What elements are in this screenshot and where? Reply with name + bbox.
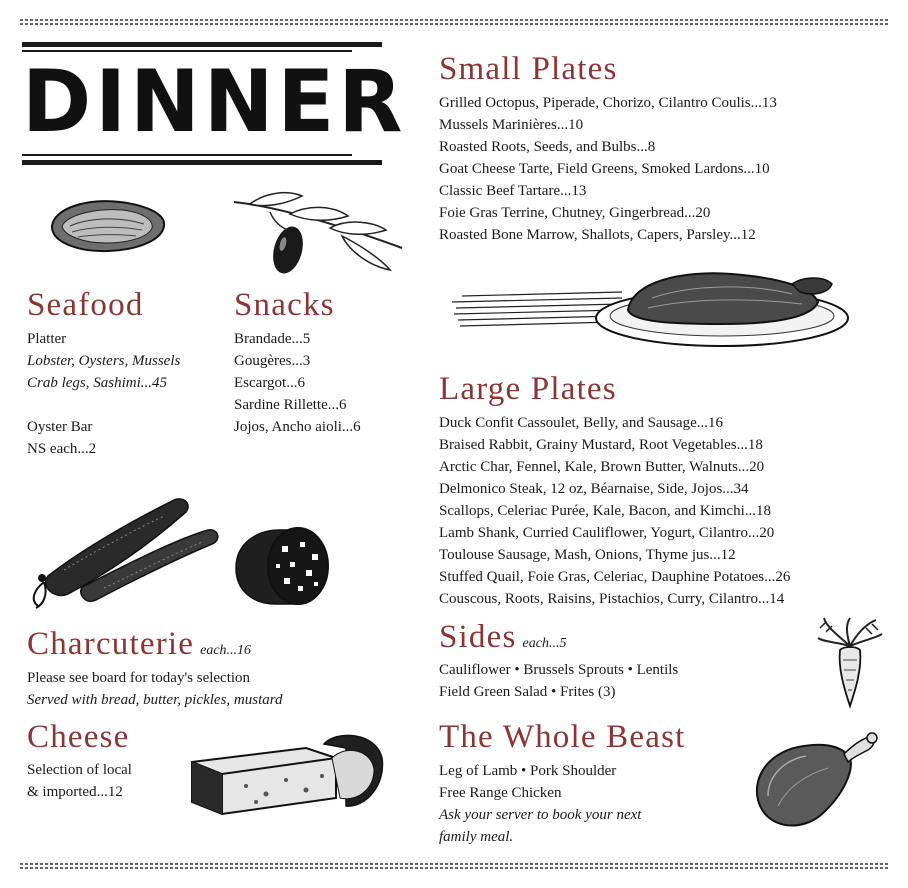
root-vegetable-illustration [816,616,886,714]
charcuterie-line: Please see board for today's selection [27,670,251,686]
large-plate-item: Delmonico Steak, 12 oz, Béarnaise, Side, Jojos...34 [439,481,749,497]
large-plate-item: Scallops, Celeriac Purée, Kale, Bacon, and Kimchi...18 [439,503,771,519]
sides-price-note: each...5 [522,636,567,651]
title-rule-top [22,42,382,47]
olive-branch-illustration [230,188,406,284]
sides-line: Cauliflower • Brussels Sprouts • Lentils [439,662,679,678]
small-plate-item: Roasted Bone Marrow, Shallots, Capers, Parsley...12 [439,227,756,243]
seafood-line: Lobster, Oysters, Mussels [27,353,181,369]
seafood-line: Platter [27,331,67,347]
oyster-illustration [48,196,170,258]
snack-item: Sardine Rillette...6 [234,397,347,413]
large-plate-item: Duck Confit Cassoulet, Belly, and Sausage...16 [439,415,723,431]
whole-beast-heading: The Whole Beast [439,719,686,755]
whole-beast-line: family meal. [439,829,514,845]
small-plate-item: Goat Cheese Tarte, Field Greens, Smoked Lardons...10 [439,161,770,177]
small-plates-list [439,92,777,246]
dinner-title-block [22,38,407,166]
seafood-list [27,328,180,460]
charcuterie-price-note: each...16 [200,643,252,658]
seafood-line: Crab legs, Sashimi...45 [27,375,168,391]
small-plate-item: Grilled Octopus, Piperade, Chorizo, Cilantro Coulis...13 [439,95,777,111]
large-plate-item: Toulouse Sausage, Mash, Onions, Thyme jus...12 [439,547,736,563]
snack-item: Jojos, Ancho aioli...6 [234,419,361,435]
title-rule-bottom-thin [22,154,352,156]
cheese-heading: Cheese [27,719,130,755]
large-plates-heading: Large Plates [439,371,617,407]
sides-heading [439,621,566,654]
cheese-line: Selection of local [27,762,132,778]
small-plate-item: Mussels Marinières...10 [439,117,584,133]
cheese-line: & imported...12 [27,784,123,800]
snacks-list [234,328,361,438]
whole-beast-line: Free Range Chicken [439,785,562,801]
snack-item: Brandade...5 [234,331,311,347]
charcuterie-list [27,667,283,711]
seafood-line: NS each...2 [27,441,97,457]
small-plate-item: Roasted Roots, Seeds, and Bulbs...8 [439,139,656,155]
snack-item: Escargot...6 [234,375,305,391]
salami-illustration [226,524,334,612]
top-border-rule [20,18,888,26]
bottom-border-rule [20,862,888,870]
snacks-heading: Snacks [234,287,335,323]
sausages-illustration [24,490,220,616]
whole-beast-list [439,760,641,848]
large-plate-item: Couscous, Roots, Raisins, Pistachios, Curry, Cilantro...14 [439,591,785,607]
sides-heading-text: Sides [439,619,517,655]
seafood-heading: Seafood [27,287,144,323]
whole-beast-line: Ask your server to book your next [439,807,642,823]
title-rule-bottom [22,160,382,165]
large-plates-list [439,412,790,610]
charcuterie-line: Served with bread, butter, pickles, mustard [27,692,283,708]
large-plate-item: Braised Rabbit, Grainy Mustard, Root Vegetables...18 [439,437,763,453]
small-plates-heading: Small Plates [439,51,618,87]
sides-list [439,659,678,703]
charcuterie-heading-text: Charcuterie [27,626,195,662]
sides-line: Field Green Salad • Frites (3) [439,684,616,700]
seafood-line: Oyster Bar [27,419,93,435]
snack-item: Gougères...3 [234,353,311,369]
large-plate-item: Arctic Char, Fennel, Kale, Brown Butter, Walnuts...20 [439,459,765,475]
leg-of-lamb-illustration [748,730,880,840]
charcuterie-heading [27,628,251,661]
small-plate-item: Classic Beef Tartare...13 [439,183,587,199]
page-title: DINNER [22,52,407,152]
small-plate-item: Foie Gras Terrine, Chutney, Gingerbread...20 [439,205,711,221]
cheese-list [27,759,132,803]
roast-bird-illustration [452,262,852,356]
seafood-line-spacer [27,394,180,416]
whole-beast-line: Leg of Lamb • Pork Shoulder [439,763,617,779]
large-plate-item: Stuffed Quail, Foie Gras, Celeriac, Dauphine Potatoes...26 [439,569,791,585]
large-plate-item: Lamb Shank, Curried Cauliflower, Yogurt, Cilantro...20 [439,525,775,541]
cheese-illustration [186,728,386,824]
